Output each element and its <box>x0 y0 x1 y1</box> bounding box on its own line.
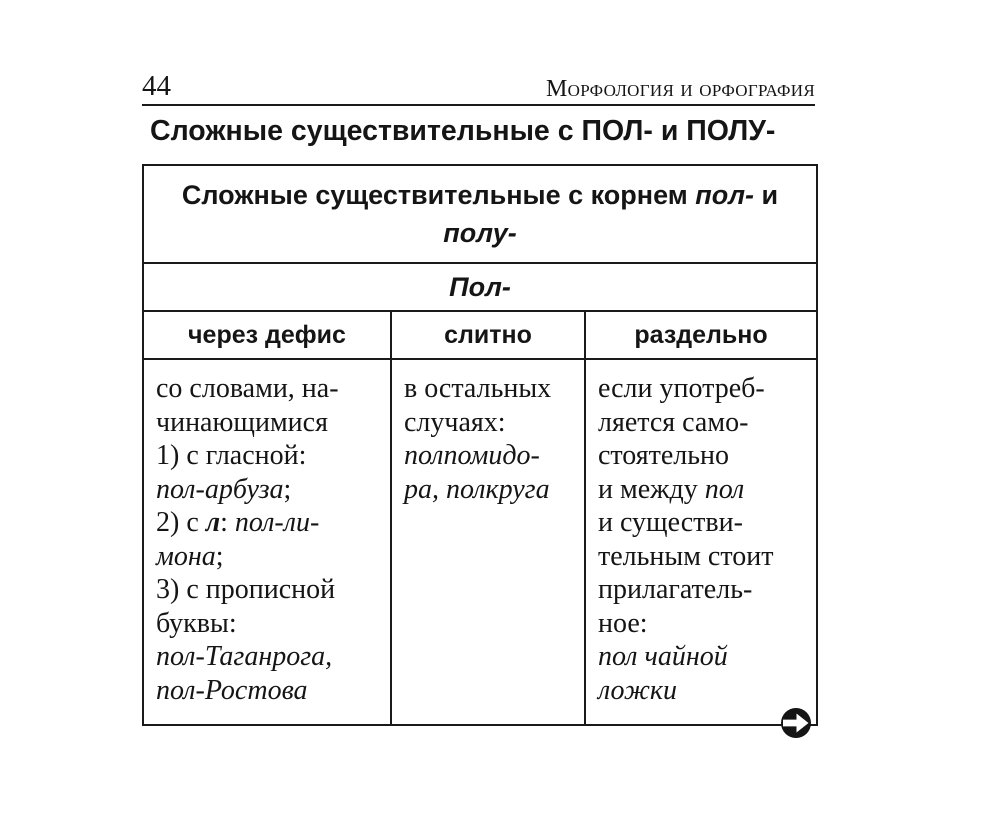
cell-line: если употреб- <box>598 373 765 404</box>
cell-line <box>156 540 384 574</box>
running-head <box>142 64 815 106</box>
cell-line: стоятельно <box>598 440 730 471</box>
example-word: пол <box>704 473 745 505</box>
cell-line <box>156 473 384 507</box>
table-caption <box>143 165 817 263</box>
cell-line <box>598 473 810 507</box>
example-word: ложки <box>598 674 677 706</box>
caption-and: и <box>754 180 779 210</box>
punctuation: : <box>220 507 235 538</box>
table-subheader: Пол- <box>143 263 817 311</box>
caption-root-pol: пол- <box>695 180 755 210</box>
cell-solid-rule <box>391 359 585 725</box>
cell-hyphen-rule <box>143 359 391 725</box>
arrow-right-circle-icon <box>780 707 812 739</box>
example-word: пол-ли- <box>234 507 320 538</box>
rule-text: и между <box>598 473 705 505</box>
cell-line: случаях: <box>404 406 506 438</box>
section-title: Сложные существительные с ПОЛ- и ПОЛУ- <box>150 115 776 147</box>
cell-line: тельным стоит <box>598 540 774 572</box>
cell-line: чинающимися <box>156 406 328 438</box>
running-title: Морфология и орфография <box>546 76 815 102</box>
cell-line: и существи- <box>598 507 743 538</box>
cell-separate-rule <box>585 359 817 725</box>
page-number: 44 <box>142 70 171 102</box>
example-word: полпомидо- <box>404 440 540 471</box>
caption-root-polu: полу- <box>443 218 517 248</box>
rule-text: 2) с <box>156 507 206 538</box>
column-header-solid: слитно <box>391 311 585 359</box>
cell-line: прилагатель- <box>598 574 753 605</box>
caption-text: Сложные существительные с корнем <box>181 180 696 210</box>
column-header-hyphen: через дефис <box>143 311 391 359</box>
cell-line: буквы: <box>156 607 237 639</box>
cell-line: ляется само- <box>598 406 749 438</box>
example-word: пол-Ростова <box>156 674 308 706</box>
cell-line: 1) с гласной: <box>156 440 307 471</box>
cell-line: 3) с прописной <box>156 574 336 605</box>
punctuation: ; <box>215 540 224 572</box>
example-word: ра, полкруга <box>404 473 550 505</box>
cell-line: ное: <box>598 607 648 639</box>
column-header-separate: раздельно <box>585 311 817 359</box>
example-word: пол-арбуза <box>156 473 284 505</box>
rules-table <box>142 164 818 726</box>
example-word: мона <box>156 540 216 572</box>
punctuation: ; <box>283 473 292 505</box>
cell-line: в остальных <box>404 373 552 404</box>
cell-line <box>156 506 384 540</box>
letter-l: л <box>205 507 221 538</box>
example-word: пол чайной <box>598 641 728 672</box>
cell-line: со словами, на- <box>156 373 339 404</box>
example-word: пол-Таганрога, <box>156 641 333 672</box>
